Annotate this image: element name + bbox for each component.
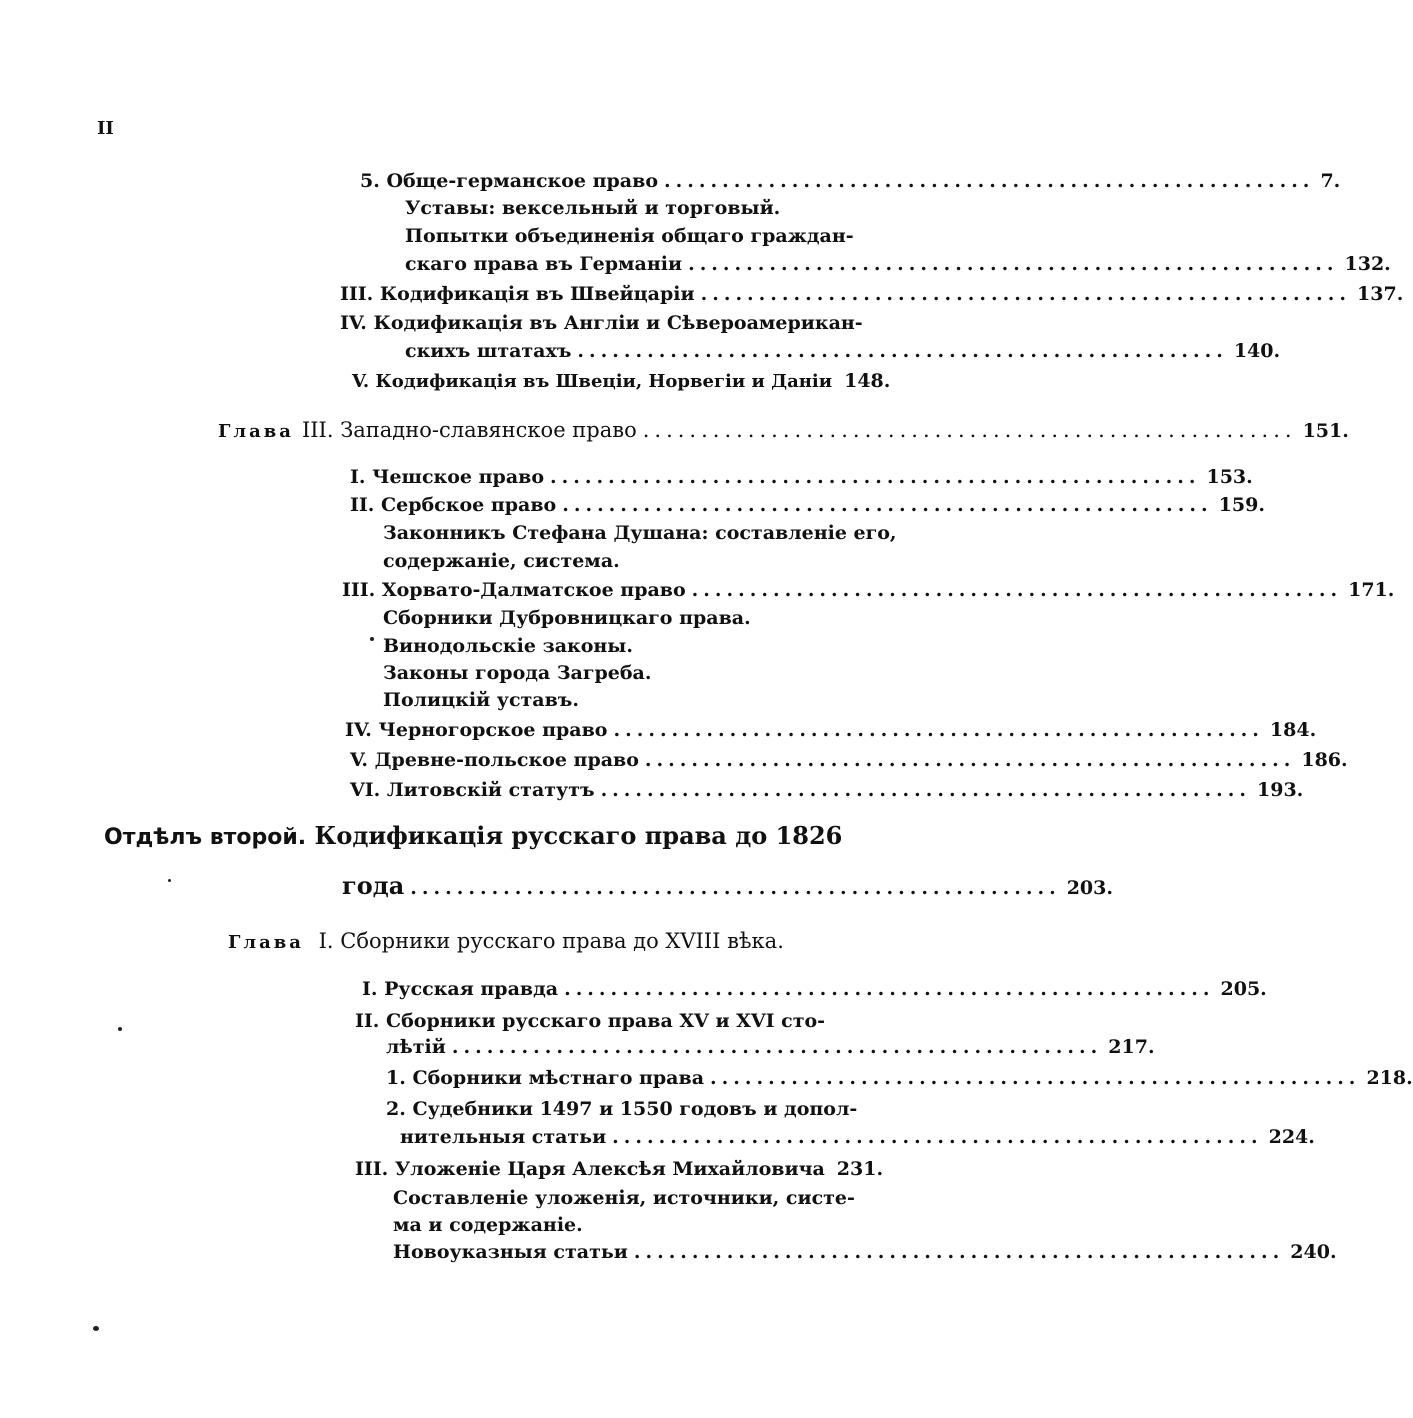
print-speck: [93, 1326, 99, 1331]
leader-dots: ........................................................: [691, 579, 1343, 601]
leader-dots: ........................................................: [642, 418, 1297, 442]
leader-dots: ........................................................: [613, 719, 1264, 741]
toc-sub-line: Попытки объединенія общаго граждан-: [405, 225, 854, 247]
leader-dots: ........................................................: [451, 1036, 1103, 1058]
toc-entry-title: V. Кодификація въ Швеціи, Норвегіи и Даніи: [352, 371, 833, 392]
toc-entry-title: III. Кодификація въ Швейцаріи: [340, 283, 695, 305]
toc-sub-line: Сборники Дубровницкаго права.: [383, 607, 751, 629]
toc-page-number: 140.: [1233, 340, 1281, 362]
toc-page-number: 186.: [1301, 749, 1348, 771]
toc-entry-title: IV. Черногорское право: [345, 719, 608, 741]
toc-entry-title: скихъ штатахъ: [405, 340, 572, 362]
toc-page-number: 240.: [1290, 1241, 1337, 1263]
chapter-label: Глава: [218, 421, 294, 442]
toc-entry-local-law: [386, 1067, 1413, 1089]
toc-entry-czech: [350, 466, 1253, 488]
toc-sub-line: Законы города Загреба.: [383, 662, 652, 684]
leader-dots: ........................................................: [700, 283, 1352, 305]
toc-entry-title: нительныя статьи: [400, 1126, 607, 1148]
toc-page-number: 148.: [844, 370, 891, 392]
chapter-heading-russian-collections: [228, 931, 784, 952]
toc-entry-title: 1. Сборники мѣстнаго права: [386, 1067, 704, 1089]
toc-entry-title: Новоуказныя статьи: [393, 1241, 628, 1263]
toc-page-number: 153.: [1206, 466, 1253, 488]
toc-entry-title: скаго права въ Германіи: [405, 253, 683, 275]
toc-entry-serbian: [350, 494, 1265, 516]
toc-page-number: 218.: [1366, 1067, 1413, 1089]
print-speck: [370, 637, 374, 641]
toc-sub-entry-germany: [405, 253, 1391, 275]
toc-entry-title: I. Чешское право: [350, 466, 545, 488]
toc-sub-line: ма и содержаніе.: [393, 1214, 583, 1236]
toc-sub-line: Законникъ Стефана Душана: составленіе его,: [383, 522, 897, 544]
toc-entry-title: года: [342, 871, 405, 900]
toc-page-number: 151.: [1302, 420, 1349, 442]
toc-page-number: 205.: [1220, 978, 1267, 1000]
toc-entry-title: V. Древне-польское право: [350, 749, 639, 771]
toc-page-number: 184.: [1269, 719, 1317, 741]
toc-entry-scandinavia: [352, 370, 891, 392]
toc-entry-novoukaznye: [393, 1241, 1337, 1263]
chapter-title: I. Сборники русскаго права до XVIII вѣка.: [318, 929, 784, 953]
page-number: II: [97, 118, 114, 139]
toc-page-number: 159.: [1218, 494, 1265, 516]
toc-page-number: 217.: [1108, 1036, 1155, 1058]
toc-entry-title: I. Русская правда: [362, 978, 559, 1000]
chapter-label: Глава: [228, 932, 304, 953]
toc-entry-montenegro: [345, 719, 1317, 741]
toc-page-number: 137.: [1357, 283, 1404, 305]
leader-dots: ........................................................: [644, 749, 1296, 771]
section-heading-part-two-cont: [342, 871, 1113, 900]
toc-page-number: 132.: [1344, 253, 1391, 275]
toc-entry-title: VI. Литовскій статутъ: [350, 779, 595, 801]
leader-dots: ........................................................: [577, 340, 1228, 362]
leader-dots: ........................................................: [564, 978, 1215, 1000]
section-label: Отдѣлъ второй.: [104, 825, 307, 850]
toc-page-number: 7.: [1320, 170, 1341, 192]
toc-entry-xv-xvi-line2: [386, 1036, 1155, 1058]
leader-dots: ........................................................: [710, 1067, 1361, 1089]
toc-sub-line: Винодольскіе законы.: [383, 635, 633, 657]
toc-entry-sudebniki-line2: [400, 1126, 1315, 1148]
print-speck: [168, 879, 171, 882]
toc-page-number: 231.: [836, 1158, 884, 1180]
leader-dots: ........................................................: [410, 877, 1061, 899]
chapter-heading-west-slavic: [218, 418, 1349, 442]
toc-entry-title: 5. Обще-германское право: [360, 170, 658, 192]
toc-entry-sudebniki-line1: 2. Судебники 1497 и 1550 годовъ и допол-: [386, 1098, 858, 1120]
toc-entry-title: III. Хорвато-Далматское право: [342, 579, 686, 601]
leader-dots: ........................................................: [550, 466, 1201, 488]
toc-sub-line: Полицкій уставъ.: [383, 689, 579, 711]
toc-page-number: 171.: [1348, 579, 1395, 601]
toc-sub-line: содержаніе, система.: [383, 550, 620, 572]
toc-entry-england-line2: [405, 340, 1281, 362]
leader-dots: ........................................................: [664, 170, 1315, 192]
leader-dots: ........................................................: [612, 1126, 1263, 1148]
toc-entry-obshche-germanskoe: [360, 170, 1341, 192]
toc-entry-polish: [350, 749, 1348, 771]
toc-page-number: 203.: [1066, 877, 1113, 899]
toc-sub-line: Составленіе уложенія, источники, систе-: [393, 1187, 855, 1209]
chapter-title: III. Западно-славянское право: [301, 418, 637, 442]
toc-entry-russkaya-pravda: [362, 978, 1267, 1000]
toc-entry-title: лѣтій: [386, 1036, 446, 1058]
toc-entry-title: II. Сербское право: [350, 494, 557, 516]
section-title: Кодификація русскаго права до 1826: [314, 821, 843, 850]
section-heading-part-two: [104, 821, 843, 850]
toc-entry-england-line1: IV. Кодификація въ Англіи и Сѣвероамерикан-: [340, 312, 863, 334]
leader-dots: ........................................................: [562, 494, 1213, 516]
toc-page-number: 224.: [1268, 1126, 1315, 1148]
print-speck: [118, 1027, 122, 1031]
toc-entry-title: III. Уложеніе Царя Алексѣя Михайловича: [355, 1158, 825, 1180]
toc-sub-line: Уставы: вексельный и торговый.: [405, 197, 781, 219]
toc-entry-ulozhenie: [355, 1158, 884, 1180]
leader-dots: ........................................................: [688, 253, 1339, 275]
toc-entry-switzerland: [340, 283, 1404, 305]
toc-entry-xv-xvi-line1: II. Сборники русскаго права XV и XVI сто-: [355, 1010, 826, 1032]
leader-dots: ........................................................: [633, 1241, 1285, 1263]
leader-dots: ........................................................: [600, 779, 1251, 801]
toc-entry-croatian: [342, 579, 1395, 601]
toc-page-number: 193.: [1257, 779, 1304, 801]
toc-entry-lithuanian: [350, 779, 1304, 801]
